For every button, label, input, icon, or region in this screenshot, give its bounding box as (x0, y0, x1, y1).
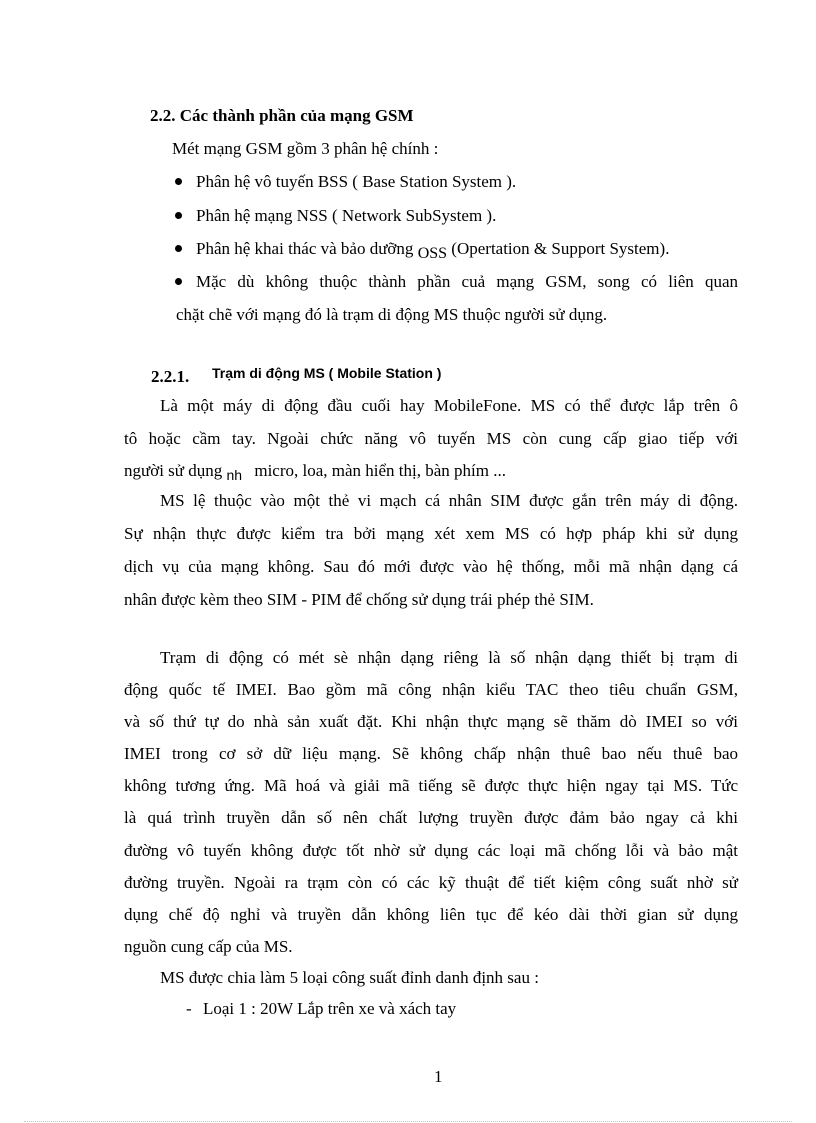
bullet-2-text: Phân hệ mạng NSS ( Network SubSystem ). (196, 206, 497, 225)
page-number: 1 (434, 1067, 443, 1086)
p1-line-3-b: micro, loa, màn hiển thị, bàn phím ... (254, 461, 506, 480)
p3-line-10: nguồn cung cấp của MS. (124, 937, 293, 956)
p3-line-8: đường truyền. Ngoài ra trạm còn có các kỹ thuật để tiết kiệm công suất nhờ sử (124, 873, 738, 892)
p1-line-3 (124, 460, 506, 482)
p3-line-3: và số thứ tự do nhà sản xuất đặt. Khi nhận thực mạng sẽ thăm dò IMEI so với (124, 712, 738, 731)
page-footer-divider (24, 1121, 792, 1122)
p3-line-7: đường vô tuyến không được tốt nhờ sử dụng các loại mã chống lỗi và bảo mật (124, 841, 738, 860)
p3-line-4: IMEI trong cơ sở dữ liệu mạng. Sẽ không chấp nhận thuê bao nếu thuê bao (124, 744, 738, 763)
p2-line-3: dịch vụ của mạng không. Sau đó mới được vào hệ thống, mỗi mã nhận dạng cá (124, 557, 738, 576)
section-heading-2-2-1-title: Trạm di động MS ( Mobile Station ) (212, 365, 442, 381)
p1-line-3-nh: nh (226, 467, 243, 483)
p1-line-3-a: người sử dụng (124, 461, 223, 480)
section-heading-2-2-1-number: 2.2.1. (151, 367, 190, 386)
p2-line-4: nhân được kèm theo SIM - PIM để chống sử dụng trái phép thẻ SIM. (124, 590, 594, 609)
p3-line-9: dụng chế độ nghỉ và truyền dẫn không liên tục để kéo dài thời gian sử dụng (124, 905, 738, 924)
bullet-3-text (196, 238, 669, 261)
bullet-2-icon (175, 212, 182, 219)
p4-text: MS được chia làm 5 loại công suất đỉnh danh định sau : (160, 968, 539, 987)
bullet-1-text: Phân hệ vô tuyến BSS ( Base Station System ). (196, 172, 517, 191)
bullet-4-line-1: Mặc dù không thuộc thành phần cuả mạng GSM, song có liên quan (196, 272, 738, 291)
p3-line-5: không tương ứng. Mã hoá và giải mã tiếng sẽ được thực hiện ngay tại MS. Tức (124, 776, 738, 795)
bullet-3-text-a: Phân hệ khai thác và bảo dưỡng (196, 239, 414, 258)
p3-line-1: Trạm di động có mét sè nhận dạng riêng là số nhận dạng thiết bị trạm di (160, 648, 738, 667)
section-heading-2-2: 2.2. Các thành phần của mạng GSM (150, 106, 414, 125)
intro-text: Mét mạng GSM gồm 3 phân hệ chính : (172, 139, 439, 158)
list-item-1: Loại 1 : 20W Lắp trên xe và xách tay (203, 999, 457, 1018)
p1-line-2: tô hoặc cầm tay. Ngoài chức năng vô tuyến MS còn cung cấp giao tiếp với (124, 429, 738, 448)
p3-line-2: động quốc tế IMEI. Bao gồm mã công nhận kiểu TAC theo tiêu chuẩn GSM, (124, 680, 738, 699)
bullet-3-icon (175, 245, 182, 252)
bullet-4-line-2: chặt chẽ với mạng đó là trạm di động MS thuộc người sử dụng. (176, 305, 608, 324)
bullet-4-icon (175, 278, 182, 285)
list-dash: - (186, 999, 192, 1018)
p2-line-2: Sự nhận thực được kiểm tra bởi mạng xét xem MS có hợp pháp khi sử dụng (124, 524, 738, 543)
bullet-3-text-b: (Opertation & Support System). (451, 239, 670, 258)
oss-label: OSS (417, 245, 448, 262)
p1-line-1: Là một máy di động đầu cuối hay MobileFone. MS có thể được lắp trên ô (160, 396, 738, 415)
p3-line-6: là quá trình truyền dẫn số nên chất lượng truyền được đảm bảo ngay cả khi (124, 808, 738, 827)
bullet-1-icon (175, 178, 182, 185)
p2-line-1: MS lệ thuộc vào một thẻ vi mạch cá nhân SIM được gắn trên máy di động. (160, 491, 738, 510)
